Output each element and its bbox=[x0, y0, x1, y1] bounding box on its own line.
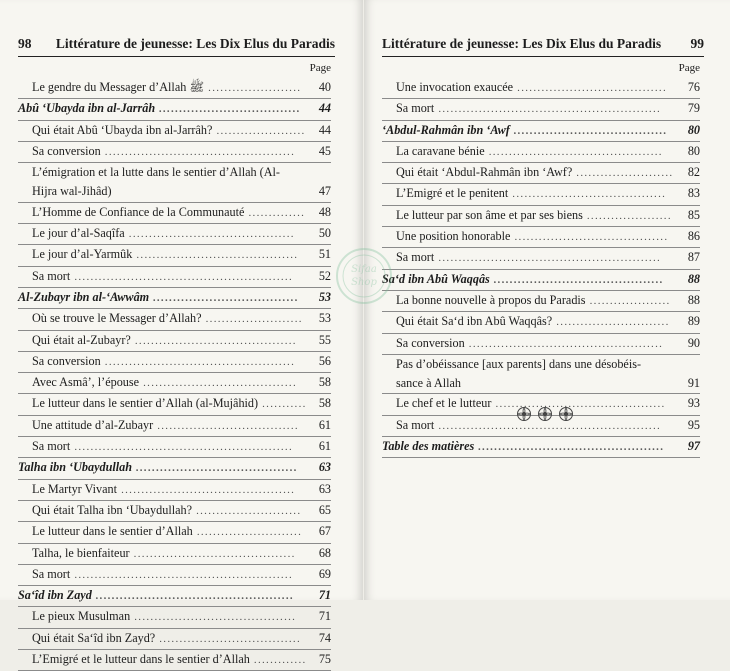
leader-dots: ..................... bbox=[582, 209, 672, 222]
toc-page-number: 53 bbox=[318, 289, 331, 304]
leader-dots: ...................................................... bbox=[70, 568, 294, 581]
toc-entry bbox=[18, 607, 331, 628]
toc-entry bbox=[382, 227, 700, 248]
right-page-number: 99 bbox=[690, 36, 704, 51]
toc-page-number: 53 bbox=[318, 311, 331, 326]
leader-dots: ............................................... bbox=[100, 145, 296, 158]
toc-page-number: 93 bbox=[687, 396, 700, 411]
toc-page-number: 40 bbox=[318, 80, 331, 94]
right-page-header bbox=[382, 36, 704, 56]
leader-dots: .......................... bbox=[192, 504, 302, 517]
toc-entry bbox=[382, 142, 700, 163]
toc-entry-text: Où se trouve le Messager d’Allah? bbox=[32, 311, 202, 326]
toc-entry bbox=[18, 544, 331, 565]
toc-section-entry bbox=[382, 437, 700, 458]
toc-entry-text: Sa mort bbox=[32, 566, 71, 581]
toc-page-number: 50 bbox=[318, 226, 331, 241]
toc-page-number: 71 bbox=[318, 609, 331, 624]
toc-entry bbox=[18, 480, 331, 501]
toc-section-entry bbox=[382, 121, 700, 142]
toc-page-number: 97 bbox=[687, 439, 700, 454]
leader-dots: ............................................... bbox=[100, 355, 296, 368]
leader-dots: ........... bbox=[258, 398, 307, 411]
toc-entry-text: Al-Zubayr ibn al-‘Awwâm bbox=[18, 289, 150, 304]
toc-entry bbox=[382, 78, 700, 99]
page-column-label: Page bbox=[309, 62, 331, 74]
left-page-number: 98 bbox=[18, 36, 32, 51]
toc-entry-text: Sa mort bbox=[396, 101, 435, 116]
toc-entry bbox=[382, 248, 700, 269]
leader-dots: ...................................................... bbox=[70, 270, 294, 283]
toc-entry-text: Le jour d’al-Yarmûk bbox=[32, 247, 133, 262]
toc-entry-text: Qui était ‘Abdul-Rahmân ibn ‘Awf? bbox=[396, 165, 573, 180]
toc-entry-text: Talha, le bienfaiteur bbox=[32, 545, 130, 560]
leader-dots: ................................................ bbox=[464, 337, 664, 350]
leader-dots: ............................ bbox=[552, 316, 670, 329]
toc-entry-text: Qui était Sa‘d ibn Abû Waqqâs? bbox=[396, 314, 553, 329]
toc-entry bbox=[382, 163, 700, 184]
toc-entry bbox=[18, 373, 331, 394]
leader-dots: .................... bbox=[585, 294, 671, 307]
leader-dots: ....................................................... bbox=[434, 419, 662, 432]
toc-entry bbox=[18, 650, 331, 671]
leader-dots: ....................................................... bbox=[434, 252, 662, 265]
toc-page-number: 63 bbox=[318, 481, 331, 496]
toc-entry-text: Le pieux Musulman bbox=[32, 609, 131, 624]
leader-dots: ...................................... bbox=[509, 124, 668, 137]
toc-page-number: 83 bbox=[687, 186, 700, 201]
toc-entry-text: Qui était Sa‘îd ibn Zayd? bbox=[32, 630, 156, 645]
toc-entry-text: Le gendre du Messager d’Allah ﷺ bbox=[32, 80, 205, 94]
leader-dots: ...................................... bbox=[508, 188, 667, 201]
left-page-header bbox=[18, 36, 335, 56]
toc-entry bbox=[18, 394, 331, 415]
toc-page-number: 88 bbox=[687, 271, 700, 286]
toc-entry-text-continued: sance à Allah bbox=[396, 376, 461, 391]
leader-dots: .......................................... bbox=[491, 398, 666, 411]
leader-dots: ........................................ bbox=[132, 462, 299, 475]
leader-dots: ...................... bbox=[212, 124, 306, 137]
leader-dots: ........................................... bbox=[117, 483, 296, 496]
toc-entry-text: Avec Asmâ’, l’épouse bbox=[32, 375, 140, 390]
toc-entry-text: Talha ibn ‘Ubaydullah bbox=[18, 460, 133, 475]
toc-entry bbox=[18, 437, 331, 458]
leader-dots: ........................................ bbox=[129, 547, 296, 560]
toc-page-number: 51 bbox=[318, 247, 331, 262]
toc-entry bbox=[382, 184, 700, 205]
leader-dots: .............. bbox=[244, 206, 306, 219]
flower-ornament-icon bbox=[558, 406, 574, 422]
leader-dots: .......................................... bbox=[489, 273, 664, 286]
toc-entry bbox=[18, 121, 331, 142]
toc-page-number: 79 bbox=[687, 101, 700, 116]
toc-entry-text: Qui était Abû ‘Ubayda ibn al-Jarrâh? bbox=[32, 122, 213, 137]
toc-entry bbox=[18, 309, 331, 330]
toc-page-number: 90 bbox=[687, 335, 700, 350]
svg-text:Shop: Shop bbox=[351, 277, 377, 288]
toc-entry-text: Une invocation exaucée bbox=[396, 80, 514, 94]
leader-dots: ........................................ bbox=[130, 611, 297, 624]
toc-entry bbox=[382, 206, 700, 227]
toc-page-number: 80 bbox=[687, 143, 700, 158]
toc-page-number: 87 bbox=[687, 250, 700, 265]
toc-page-number: 68 bbox=[318, 545, 331, 560]
leader-dots: .......................... bbox=[192, 526, 303, 539]
toc-entry bbox=[18, 267, 331, 288]
toc-page-number: 89 bbox=[687, 314, 700, 329]
toc-page-number: 58 bbox=[318, 396, 331, 411]
toc-page-number: 44 bbox=[318, 101, 331, 116]
toc-entry bbox=[18, 163, 331, 203]
toc-entry-text: La bonne nouvelle à propos du Paradis bbox=[396, 292, 586, 307]
leader-dots: .................................... bbox=[149, 291, 299, 304]
leader-dots: ................................... bbox=[155, 632, 302, 645]
toc-entry-text: Une position honorable bbox=[396, 229, 511, 244]
toc-entry-text: Abû ‘Ubayda ibn al-Jarrâh bbox=[18, 101, 156, 116]
toc-entry bbox=[18, 331, 331, 352]
toc-entry-text: L’Emigré et le lutteur dans le sentier d’Allah bbox=[32, 652, 250, 667]
toc-page-number: 91 bbox=[687, 376, 700, 391]
toc-entry-text: Sa mort bbox=[32, 268, 71, 283]
left-running-title: Littérature de jeunesse: Les Dix Elus du Paradis bbox=[55, 36, 335, 51]
toc-entry bbox=[382, 355, 700, 395]
toc-entry bbox=[18, 501, 331, 522]
toc-entry bbox=[18, 224, 331, 245]
toc-entry bbox=[18, 142, 331, 163]
toc-page-number: 48 bbox=[318, 204, 331, 219]
leader-dots: ........................................ bbox=[130, 334, 297, 347]
toc-section-entry bbox=[18, 288, 331, 309]
leader-dots: ...................................... bbox=[139, 377, 298, 390]
toc-entry bbox=[382, 291, 700, 312]
toc-page-number: 76 bbox=[687, 80, 700, 94]
leader-dots: ...................................................... bbox=[70, 441, 294, 454]
toc-page-number: 86 bbox=[687, 229, 700, 244]
toc-entry-text: Sa conversion bbox=[32, 353, 101, 368]
end-ornament bbox=[510, 404, 580, 424]
toc-entry-text: Le lutteur dans le sentier d’Allah bbox=[32, 524, 193, 539]
toc-entry-text: Une attitude d’al-Zubayr bbox=[32, 417, 154, 432]
toc-entry-text: Sa mort bbox=[396, 250, 435, 265]
leader-dots: ........................................ bbox=[132, 249, 299, 262]
toc-page-number: 67 bbox=[318, 524, 331, 539]
toc-page-number: 61 bbox=[318, 439, 331, 454]
leader-dots: ................................................. bbox=[91, 590, 295, 603]
toc-entry-text: Le chef et le lutteur bbox=[396, 396, 492, 411]
toc-entry-text: Sa‘d ibn Abû Waqqâs bbox=[382, 271, 490, 286]
toc-page-number: 65 bbox=[318, 502, 331, 517]
toc-entry-text: Le jour d’al-Saqîfa bbox=[32, 226, 125, 241]
toc-page-number: 71 bbox=[318, 588, 331, 603]
right-toc bbox=[382, 62, 700, 458]
toc-entry-text: Sa conversion bbox=[32, 143, 101, 158]
left-page bbox=[0, 0, 363, 667]
toc-entry bbox=[382, 312, 700, 333]
toc-entry-text: Sa conversion bbox=[396, 335, 465, 350]
toc-entry bbox=[18, 629, 331, 650]
toc-page-number: 61 bbox=[318, 417, 331, 432]
toc-page-number: 52 bbox=[318, 268, 331, 283]
right-running-title: Littérature de jeunesse: Les Dix Elus du Paradis bbox=[382, 36, 662, 51]
left-toc bbox=[18, 62, 331, 671]
toc-page-number: 45 bbox=[318, 143, 331, 158]
toc-section-entry bbox=[18, 99, 331, 120]
toc-page-number: 80 bbox=[687, 122, 700, 137]
toc-entry-text: Sa‘îd ibn Zayd bbox=[18, 588, 92, 603]
toc-entry bbox=[18, 522, 331, 543]
toc-entry-text: ‘Abdul-Rahmân ibn ‘Awf bbox=[382, 122, 510, 137]
svg-text:Sifaa: Sifaa bbox=[351, 264, 377, 275]
toc-entry bbox=[382, 334, 700, 355]
leader-dots: .............................................. bbox=[474, 441, 665, 454]
toc-entry-text: L’Homme de Confiance de la Communauté bbox=[32, 204, 245, 219]
toc-entry-text: Pas d’obéissance [aux parents] dans une désobéis- bbox=[396, 356, 642, 371]
toc-entry-text: Le Martyr Vivant bbox=[32, 481, 118, 496]
watermark-stamp bbox=[332, 246, 396, 306]
toc-entry-text: L’émigration et la lutte dans le sentier d’Allah (Al- bbox=[32, 165, 280, 180]
toc-entry-text: Le lutteur dans le sentier d’Allah (al-Mujâhid) bbox=[32, 396, 259, 411]
toc-entry-text: Sa mort bbox=[396, 417, 435, 432]
toc-section-entry bbox=[18, 586, 331, 607]
toc-entry bbox=[18, 203, 331, 224]
leader-dots: ....................... bbox=[204, 82, 302, 94]
toc-entry-text: La caravane bénie bbox=[396, 143, 485, 158]
toc-page-number: 85 bbox=[687, 207, 700, 222]
toc-entry-text: Qui était Talha ibn ‘Ubaydullah? bbox=[32, 502, 193, 517]
toc-page-number: 88 bbox=[687, 292, 700, 307]
toc-entry-text: Sa mort bbox=[32, 439, 71, 454]
toc-entry bbox=[18, 245, 331, 266]
toc-page-number: 74 bbox=[318, 630, 331, 645]
toc-section-entry bbox=[18, 458, 331, 479]
leader-dots: ........................ bbox=[201, 313, 303, 326]
toc-page-number: 58 bbox=[318, 375, 331, 390]
leader-dots: ..................................... bbox=[513, 82, 667, 94]
toc-page-number: 44 bbox=[318, 122, 331, 137]
toc-entry bbox=[18, 416, 331, 437]
leader-dots: ............. bbox=[249, 654, 307, 667]
leader-dots: ................................... bbox=[155, 103, 301, 116]
toc-entry bbox=[18, 78, 331, 99]
leader-dots: ................................... bbox=[153, 419, 299, 432]
leader-dots: ......................................... bbox=[124, 228, 295, 241]
toc-page-number: 55 bbox=[318, 332, 331, 347]
toc-page-number: 75 bbox=[318, 652, 331, 667]
flower-ornament-icon bbox=[516, 406, 532, 422]
right-page bbox=[364, 0, 730, 600]
toc-entry bbox=[18, 352, 331, 373]
leader-dots: ....................................................... bbox=[434, 103, 662, 116]
toc-entry-text: L’Emigré et le penitent bbox=[396, 186, 509, 201]
leader-dots: ...................................... bbox=[510, 231, 669, 244]
leader-dots: ........................ bbox=[572, 167, 674, 180]
toc-page-number: 47 bbox=[318, 184, 331, 199]
right-header-rule bbox=[382, 56, 704, 57]
toc-entry-text: Qui était al-Zubayr? bbox=[32, 332, 131, 347]
toc-page-number: 56 bbox=[318, 353, 331, 368]
toc-page-number: 63 bbox=[318, 460, 331, 475]
toc-section-entry bbox=[382, 270, 700, 291]
toc-entry-text-continued: Hijra wal-Jihâd) bbox=[32, 184, 112, 199]
leader-dots: ........................................... bbox=[484, 145, 663, 158]
flower-ornament-icon bbox=[537, 406, 553, 422]
toc-entry-text: Le lutteur par son âme et par ses biens bbox=[396, 207, 583, 222]
page-column-label: Page bbox=[678, 62, 700, 74]
toc-entry-text: Table des matières bbox=[382, 439, 475, 454]
left-header-rule bbox=[18, 56, 335, 57]
toc-page-number: 95 bbox=[687, 417, 700, 432]
toc-entry bbox=[18, 565, 331, 586]
toc-entry bbox=[382, 99, 700, 120]
toc-page-number: 82 bbox=[687, 165, 700, 180]
toc-page-number: 69 bbox=[318, 566, 331, 581]
